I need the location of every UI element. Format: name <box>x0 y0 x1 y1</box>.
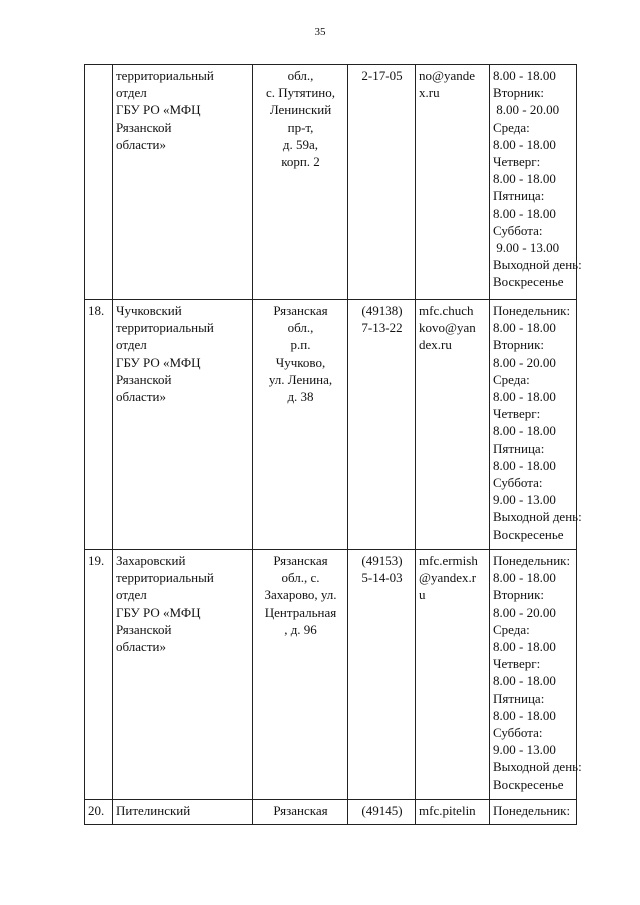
office-hours-line: 8.00 - 18.00 <box>493 673 556 689</box>
office-name-cell <box>113 550 253 800</box>
office-hours-line: Пятница: <box>493 188 545 204</box>
office-address-line: Захарово, ул. <box>264 587 337 603</box>
office-hours-line: 9.00 - 13.00 <box>493 492 556 508</box>
office-hours-line: 8.00 - 18.00 <box>493 707 556 723</box>
office-hours-line: Воскресенье <box>493 274 564 290</box>
office-name-line: ГБУ РО «МФЦ <box>116 354 201 370</box>
office-hours-line: Четверг: <box>493 154 541 170</box>
office-phone-line: 7-13-22 <box>361 320 403 336</box>
office-hours-line: 8.00 - 18.00 <box>493 639 556 655</box>
office-hours-line: Выходной день: <box>493 257 582 273</box>
office-hours-cell <box>490 65 582 300</box>
office-email-cell <box>416 65 490 300</box>
office-hours-line: Понедельник: <box>493 553 571 568</box>
office-hours-line: 8.00 - 20.00 <box>493 604 556 620</box>
office-phone-line: 2-17-05 <box>361 68 403 83</box>
office-hours-line: 8.00 - 18.00 <box>493 423 556 439</box>
office-number-cell <box>85 800 113 825</box>
office-address-line: р.п. <box>290 337 311 353</box>
office-number: 18. <box>88 303 105 318</box>
office-hours-line: Вторник: <box>493 85 545 101</box>
office-email-line: u <box>419 587 426 603</box>
table-row <box>85 65 577 300</box>
office-hours-line: 8.00 - 18.00 <box>493 205 556 221</box>
office-email-line: mfc.pitelin <box>419 803 476 818</box>
office-address-line: Рязанская <box>273 303 328 318</box>
office-address-line: обл., <box>287 68 314 83</box>
office-name-line: Рязанской <box>116 119 172 135</box>
table-row <box>85 550 577 800</box>
office-hours-line: 8.00 - 18.00 <box>493 389 556 405</box>
office-number: 19. <box>88 553 105 568</box>
office-hours-line: 8.00 - 18.00 <box>493 320 556 336</box>
office-hours-line: 8.00 - 20.00 <box>493 102 560 118</box>
office-name-line: территориальный <box>116 570 214 586</box>
office-name-line: области» <box>116 389 166 405</box>
office-hours-line: Понедельник: <box>493 303 571 318</box>
office-hours-cell <box>490 300 582 550</box>
office-name-cell <box>113 65 253 300</box>
office-name-line: Рязанской <box>116 621 172 637</box>
office-address-line: Рязанская <box>273 803 328 818</box>
office-hours-cell <box>490 800 577 825</box>
office-name-line: отдел <box>116 587 147 603</box>
office-email-line: kovo@yan <box>419 320 476 336</box>
office-name-line: Захаровский <box>116 553 186 568</box>
office-address-line: корп. 2 <box>281 154 320 170</box>
office-email-line: mfc.ermish <box>419 553 478 568</box>
table-row <box>85 800 577 825</box>
office-number-cell <box>85 300 113 550</box>
office-address-line: д. 38 <box>287 389 314 405</box>
office-hours-line: Суббота: <box>493 725 543 741</box>
office-hours-line: Четверг: <box>493 406 541 422</box>
office-address-line: Ленинский <box>269 102 332 118</box>
office-hours-line: 8.00 - 20.00 <box>493 354 556 370</box>
office-address-line: Рязанская <box>273 553 328 568</box>
office-name-line: отдел <box>116 85 147 101</box>
office-phone-line: (49153) <box>361 553 403 568</box>
office-phone-cell <box>348 300 416 550</box>
office-name-cell <box>113 800 253 825</box>
office-email-cell <box>416 800 490 825</box>
office-name-line: территориальный <box>116 68 214 83</box>
office-name-line: ГБУ РО «МФЦ <box>116 604 201 620</box>
office-address-cell <box>253 550 348 800</box>
office-address-line: Центральная <box>264 604 337 620</box>
office-email-line: dex.ru <box>419 337 452 353</box>
office-address-line: д. 59а, <box>282 136 319 152</box>
office-hours-line: Четверг: <box>493 656 541 672</box>
office-name-line: области» <box>116 136 166 152</box>
office-hours-line: Суббота: <box>493 475 543 491</box>
office-address-line: пр-т, <box>287 119 314 135</box>
office-email-line: no@yande <box>419 68 476 83</box>
office-address-cell <box>253 65 348 300</box>
office-hours-line: Среда: <box>493 119 530 135</box>
office-hours-line: Среда: <box>493 371 530 387</box>
office-address-line: с. Путятино, <box>266 85 335 101</box>
office-hours-line: 8.00 - 18.00 <box>493 570 556 586</box>
office-name-line: территориальный <box>116 320 214 336</box>
office-email-line: x.ru <box>419 85 440 101</box>
office-hours-line: Пятница: <box>493 440 545 456</box>
office-number: 20. <box>88 803 105 818</box>
office-phone-cell <box>348 550 416 800</box>
office-hours-line: 8.00 - 18.00 <box>493 136 556 152</box>
office-hours-line: Воскресенье <box>493 776 564 792</box>
table-row <box>85 300 577 550</box>
office-hours-line: 8.00 - 18.00 <box>493 68 556 83</box>
office-name-line: Пителинский <box>116 803 191 818</box>
office-hours-line: Вторник: <box>493 337 545 353</box>
office-hours-line: Выходной день: <box>493 509 582 525</box>
office-address-line: обл., с. <box>281 570 320 586</box>
office-name-line: отдел <box>116 337 147 353</box>
office-hours-line: 8.00 - 18.00 <box>493 457 556 473</box>
office-hours-line: Понедельник: <box>493 803 571 818</box>
offices-table-body <box>85 65 582 825</box>
office-number-cell <box>85 550 113 800</box>
office-phone-cell <box>348 65 416 300</box>
office-hours-line: Вторник: <box>493 587 545 603</box>
office-number-cell <box>85 65 113 300</box>
office-hours-cell <box>490 550 582 800</box>
office-address-line: Чучково, <box>275 354 326 370</box>
office-email-line: mfc.chuch <box>419 303 474 318</box>
office-address-line: ул. Ленина, <box>268 371 333 387</box>
office-name-cell <box>113 300 253 550</box>
offices-table <box>84 64 582 825</box>
office-hours-line: Воскресенье <box>493 526 564 542</box>
office-name-line: Рязанской <box>116 371 172 387</box>
office-hours-line: 9.00 - 13.00 <box>493 742 556 758</box>
office-address-line: обл., <box>287 320 314 336</box>
office-email-cell <box>416 300 490 550</box>
office-hours-line: Выходной день: <box>493 759 582 775</box>
office-hours-line: Пятница: <box>493 690 545 706</box>
office-phone-cell <box>348 800 416 825</box>
office-name-line: ГБУ РО «МФЦ <box>116 102 201 118</box>
office-address-cell <box>253 800 348 825</box>
office-email-cell <box>416 550 490 800</box>
office-name-line: области» <box>116 639 166 655</box>
office-address-cell <box>253 300 348 550</box>
office-phone-line: (49145) <box>361 803 403 818</box>
office-email-line: @yandex.r <box>419 570 477 586</box>
office-hours-line: 9.00 - 13.00 <box>493 240 560 256</box>
office-address-line: , д. 96 <box>284 621 317 637</box>
office-phone-line: 5-14-03 <box>361 570 403 586</box>
office-phone-line: (49138) <box>361 303 403 318</box>
page-number: 35 <box>314 26 326 38</box>
office-hours-line: Суббота: <box>493 222 543 238</box>
office-hours-line: 8.00 - 18.00 <box>493 171 556 187</box>
office-hours-line: Среда: <box>493 621 530 637</box>
office-name-line: Чучковский <box>116 303 182 318</box>
